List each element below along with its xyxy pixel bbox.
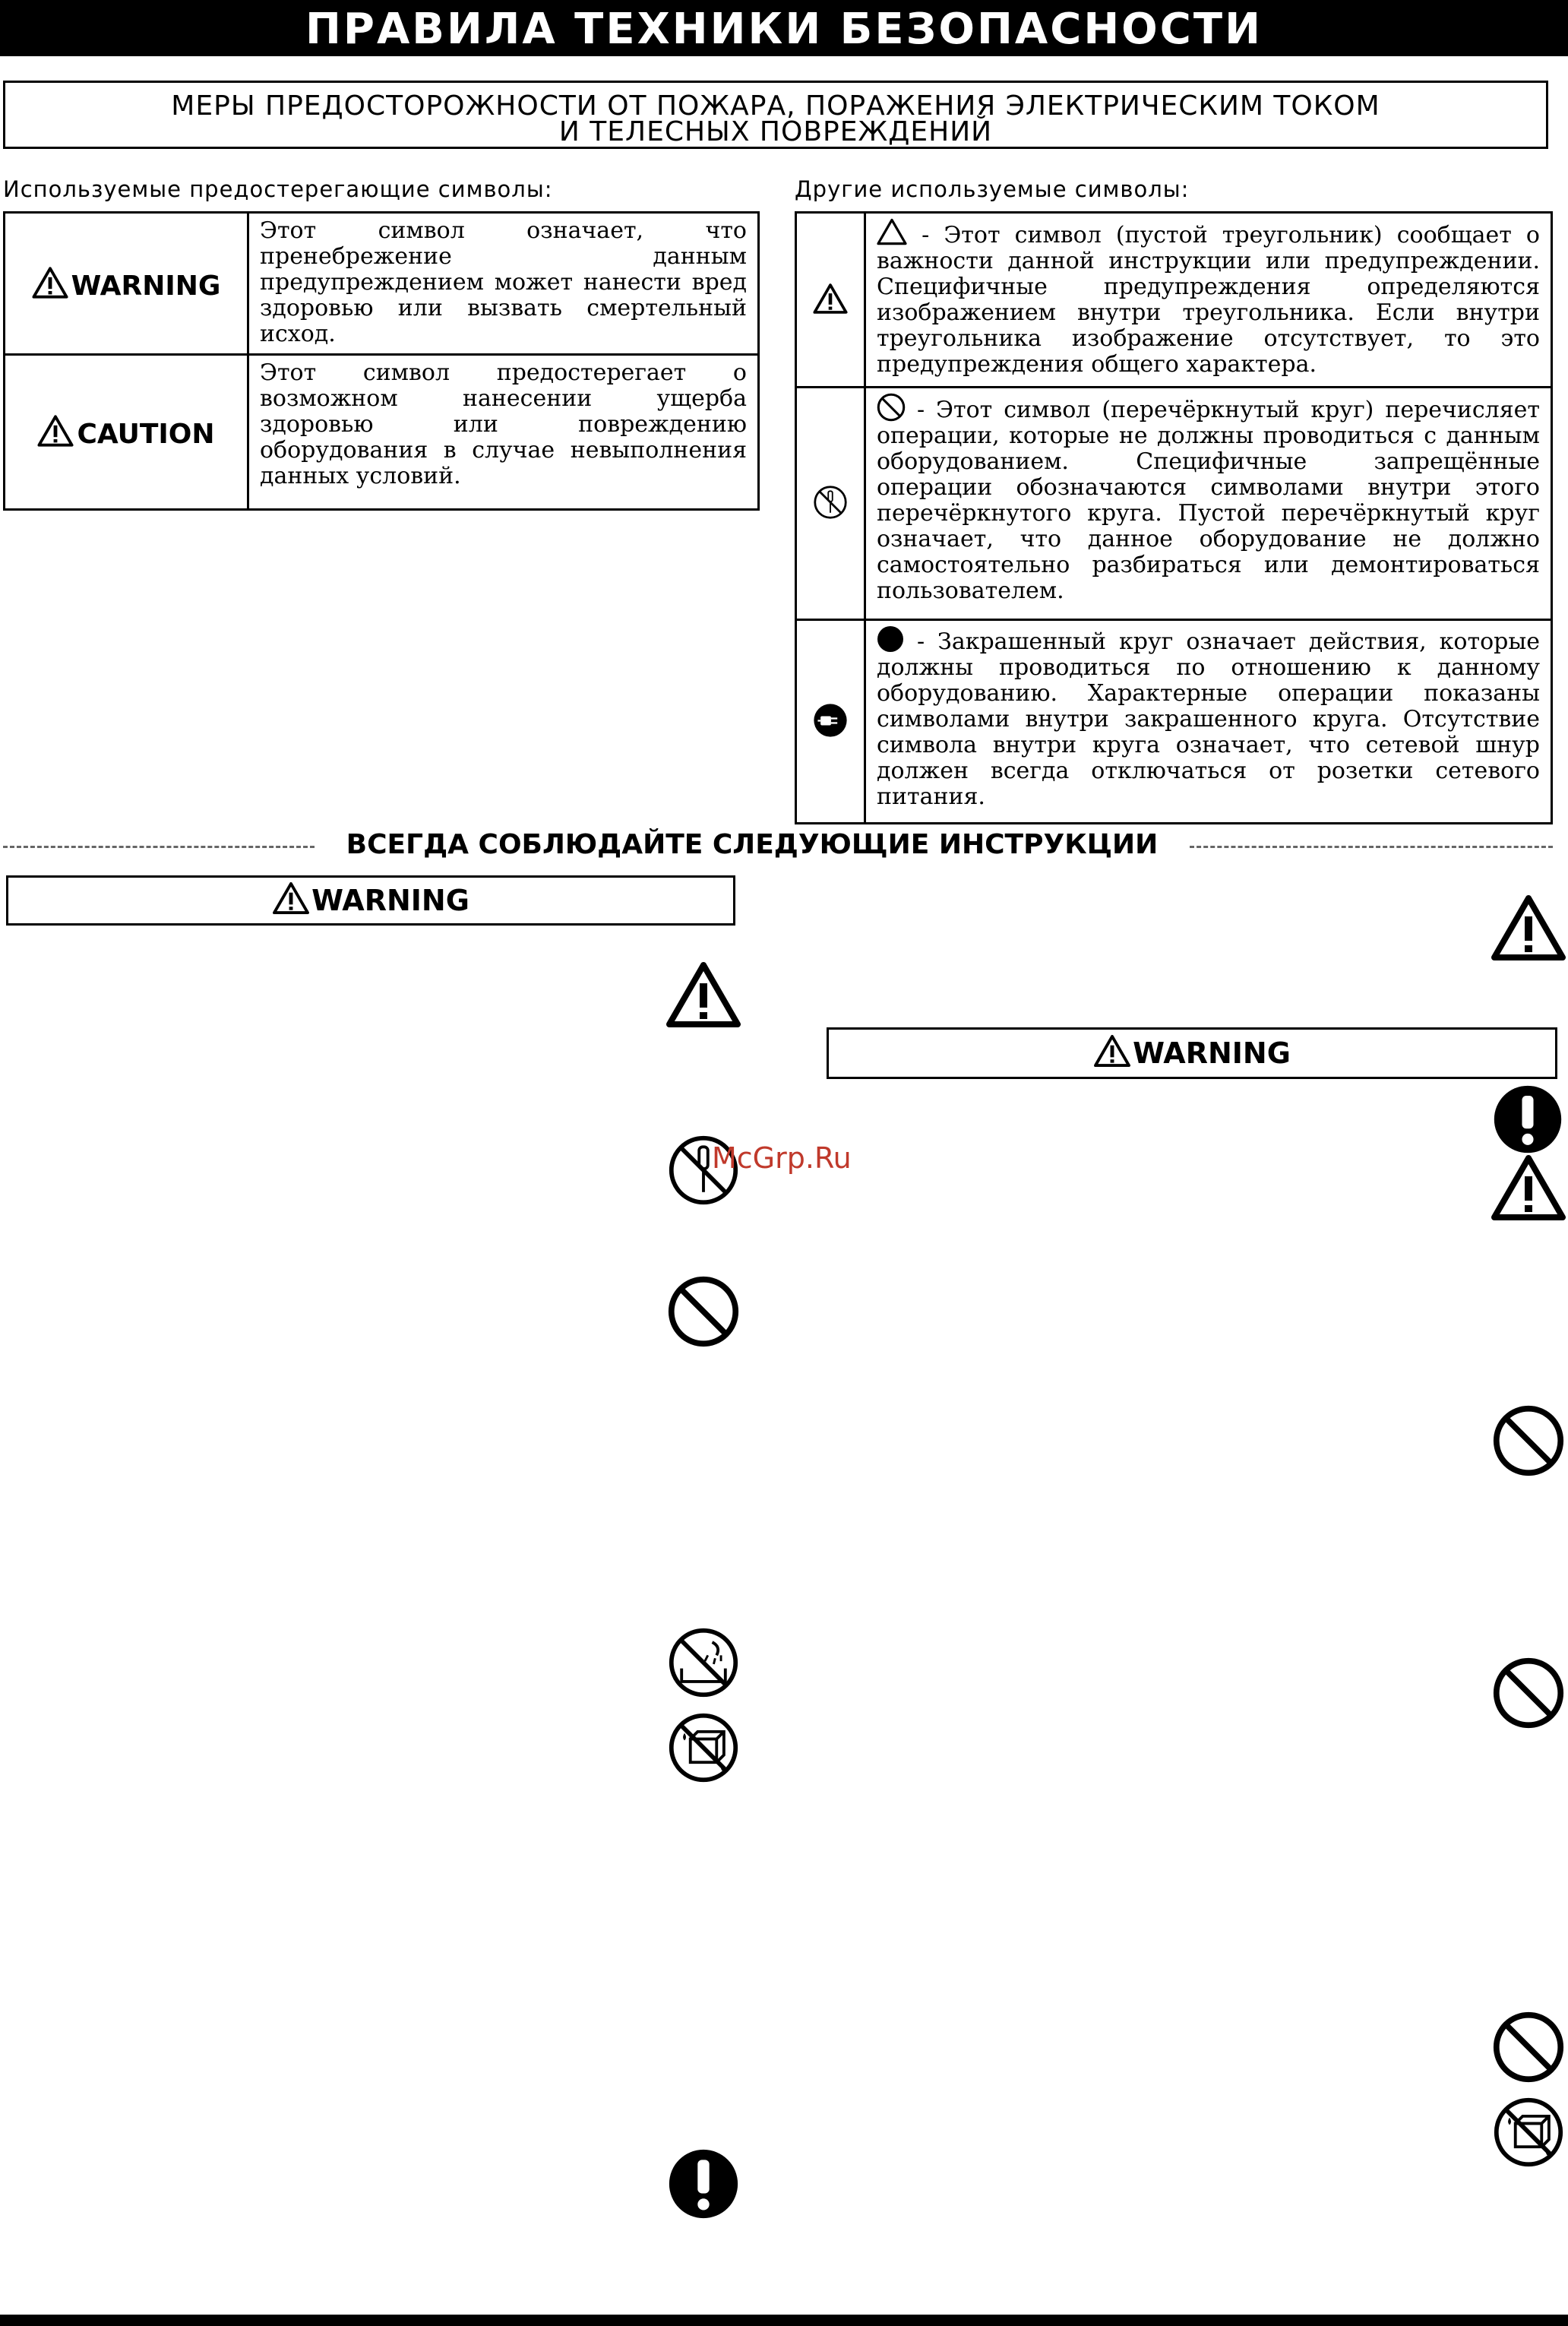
caution-label: CAUTION bbox=[77, 419, 215, 450]
prohibit-icon bbox=[1492, 1404, 1565, 1477]
warning-banner-right bbox=[827, 1027, 1557, 1079]
warning-banner-label: WARNING bbox=[311, 884, 469, 917]
icon-cell bbox=[796, 388, 865, 620]
filled-circle-text: - Закрашенный круг означает действия, которые должны проводиться по отношению к данному оборудованию. Характерные операции показаны символами внутри закрашенного круга. Отсутствие символа внутри круга означает, что сетевой шнур должен всегда отключаться от розетки сетевого питания. bbox=[877, 628, 1540, 810]
page-title: ПРАВИЛА ТЕХНИКИ БЕЗОПАСНОСТИ bbox=[0, 0, 1568, 56]
instructions-heading: ВСЕГДА СОБЛЮДАЙТЕ СЛЕДУЮЩИЕ ИНСТРУКЦИИ bbox=[346, 829, 1159, 860]
prohibit-icon bbox=[1492, 1657, 1565, 1729]
unplug-icon bbox=[813, 703, 848, 738]
warning-triangle-icon bbox=[665, 960, 741, 1029]
icon-cell bbox=[796, 620, 865, 824]
filled-circle-description bbox=[865, 620, 1552, 824]
no-disassemble-icon bbox=[813, 485, 848, 520]
warning-triangle-icon bbox=[1491, 1154, 1566, 1222]
other-symbols-table bbox=[795, 211, 1553, 824]
warning-banner-left bbox=[6, 875, 735, 926]
warning-triangle-icon bbox=[1491, 894, 1566, 962]
warning-triangle-icon bbox=[37, 414, 74, 448]
other-symbols-label: Другие используемые символы: bbox=[795, 176, 1190, 202]
bottom-bar bbox=[0, 2315, 1568, 2326]
caution-description: Этот символ предостерегает о возможном нанесении ущерба здоровью или повреждению оборудования в случае невыполнения данных условий. bbox=[248, 355, 759, 510]
prohibit-icon bbox=[1492, 2011, 1565, 2084]
prohibit-icon bbox=[877, 393, 906, 422]
table-row bbox=[796, 388, 1552, 620]
table-row bbox=[5, 355, 759, 510]
no-liquid-container-icon bbox=[1492, 2096, 1565, 2169]
must-do-icon bbox=[1492, 1084, 1563, 1155]
prohibit-description bbox=[865, 388, 1552, 620]
warning-symbols-table bbox=[3, 211, 760, 511]
watermark: McGrp.Ru bbox=[712, 1141, 852, 1175]
warning-triangle-icon bbox=[32, 266, 68, 299]
warning-symbols-label: Используемые предостерегающие символы: bbox=[3, 176, 553, 202]
empty-triangle-icon bbox=[877, 218, 907, 245]
subtitle-box bbox=[3, 81, 1548, 149]
divider bbox=[1190, 846, 1553, 848]
caution-label-cell bbox=[5, 355, 248, 510]
icon-cell bbox=[796, 213, 865, 388]
filled-circle-icon bbox=[877, 625, 904, 653]
must-do-icon bbox=[667, 2147, 740, 2220]
prohibit-icon bbox=[667, 1275, 740, 1348]
subtitle-line-2: И ТЕЛЕСНЫХ ПОВРЕЖДЕНИЙ bbox=[558, 116, 993, 147]
warning-banner-label: WARNING bbox=[1133, 1036, 1291, 1070]
prohibit-text: - Этот символ (перечёркнутый круг) перечисляет операции, которые не должны проводиться с данным оборудованием. Специфичные запрещённые операции обозначаются символами внутри этого перечёркнутого круга. Пустой перечёркнутый круг означает, что данное оборудование не должно самостоятельно разбираться или демонтироваться пользователем. bbox=[877, 397, 1540, 604]
warning-label: WARNING bbox=[71, 270, 221, 302]
warning-label-cell bbox=[5, 213, 248, 355]
warning-triangle-icon bbox=[1093, 1034, 1131, 1068]
divider bbox=[3, 846, 315, 848]
warning-description: Этот символ означает, что пренебрежение данным предупреждением может нанести вред здоровью или вызвать смертельный исход. bbox=[248, 213, 759, 355]
triangle-text: - Этот символ (пустой треугольник) сообщает о важности данной инструкции или предупреждении. Специфичные предупреждения определяются изображением внутри треугольника. Если внутри треугольника изображение отсутствует, то это предупреждения общего характера. bbox=[877, 222, 1540, 378]
triangle-description bbox=[865, 213, 1552, 388]
table-row bbox=[796, 213, 1552, 388]
table-row bbox=[5, 213, 759, 355]
warning-triangle-icon bbox=[813, 283, 848, 315]
table-row bbox=[796, 620, 1552, 824]
no-water-icon bbox=[667, 1626, 740, 1699]
instructions-heading-row bbox=[0, 828, 1568, 862]
warning-triangle-icon bbox=[272, 881, 310, 915]
subtitle-line-1: МЕРЫ ПРЕДОСТОРОЖНОСТИ ОТ ПОЖАРА, ПОРАЖЕНИЯ ЭЛЕКТРИЧЕСКИМ ТОКОМ bbox=[171, 90, 1380, 122]
no-liquid-container-icon bbox=[667, 1711, 740, 1784]
